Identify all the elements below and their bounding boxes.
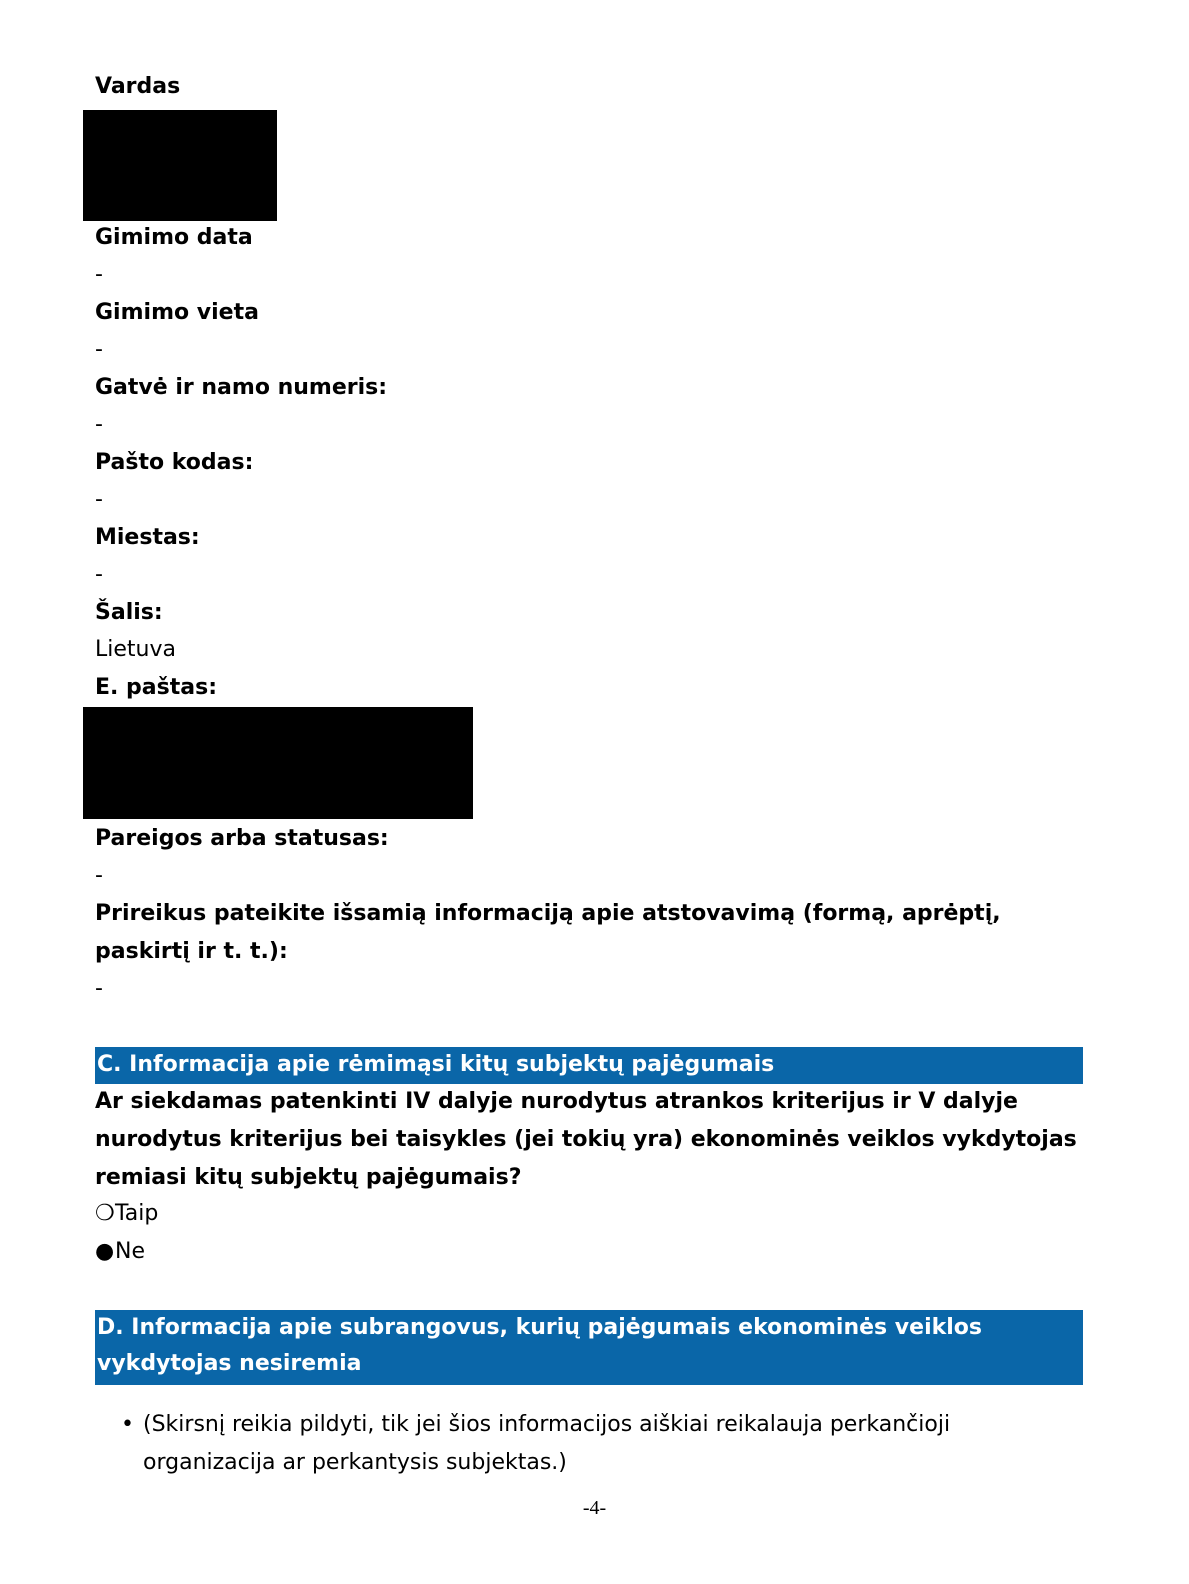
field-value-pasto-kodas: - bbox=[95, 487, 103, 512]
section-c-question: Ar siekdamas patenkinti IV dalyje nurodytus atrankos kriterijus ir V dalyje nurodytus kriterijus bei taisykles (jei tokių yra) ekonominės veiklos vykdytojas remiasi kitų subjektų pajėgumais? bbox=[95, 1089, 1077, 1190]
field-value-gimimo-vieta: - bbox=[95, 337, 103, 362]
field-label-gimimo-vieta: Gimimo vieta bbox=[95, 300, 259, 325]
redacted-email-block bbox=[83, 707, 473, 819]
field-label-miestas: Miestas: bbox=[95, 525, 200, 550]
field-value-gimimo-data: - bbox=[95, 262, 103, 287]
list-item bbox=[95, 1406, 1085, 1482]
bullet-icon: • bbox=[121, 1412, 134, 1437]
radio-empty-icon: ❍ bbox=[95, 1201, 115, 1226]
field-value-gatve: - bbox=[95, 412, 103, 437]
list-item-text: (Skirsnį reikia pildyti, tik jei šios informacijos aiškiai reikalauja perkančioji organizacija ar perkantysis subjektas.) bbox=[143, 1412, 951, 1475]
field-label-gimimo-data: Gimimo data bbox=[95, 225, 253, 250]
radio-option-ne[interactable] bbox=[95, 1233, 145, 1271]
field-label-epastas: E. paštas: bbox=[95, 675, 217, 700]
radio-option-label: Taip bbox=[115, 1201, 159, 1226]
section-d-heading: D. Informacija apie subrangovus, kurių pajėgumais ekonominės veiklos vykdytojas nesiremia bbox=[95, 1310, 1083, 1385]
field-label-salis: Šalis: bbox=[95, 600, 163, 625]
radio-option-label: Ne bbox=[115, 1239, 145, 1264]
field-label-pareigos: Pareigos arba statusas: bbox=[95, 826, 389, 851]
radio-filled-icon: ● bbox=[95, 1239, 115, 1264]
field-value-miestas: - bbox=[95, 562, 103, 587]
redacted-name-block bbox=[83, 110, 277, 221]
field-value-pareigos: - bbox=[95, 863, 103, 888]
section-c-heading: C. Informacija apie rėmimąsi kitų subjektų pajėgumais bbox=[95, 1047, 1083, 1084]
field-value-salis: Lietuva bbox=[95, 637, 176, 662]
radio-option-taip[interactable] bbox=[95, 1195, 158, 1233]
field-value-atstovavimas: - bbox=[95, 976, 103, 1001]
field-label-gatve: Gatvė ir namo numeris: bbox=[95, 375, 388, 400]
field-label-atstovavimas: Prireikus pateikite išsamią informaciją apie atstovavimą (formą, aprėptį, paskirtį ir t. t.): bbox=[95, 901, 1001, 964]
page-number: -4- bbox=[582, 1497, 607, 1519]
field-label-vardas: Vardas bbox=[95, 74, 181, 99]
field-label-pasto-kodas: Pašto kodas: bbox=[95, 450, 254, 475]
